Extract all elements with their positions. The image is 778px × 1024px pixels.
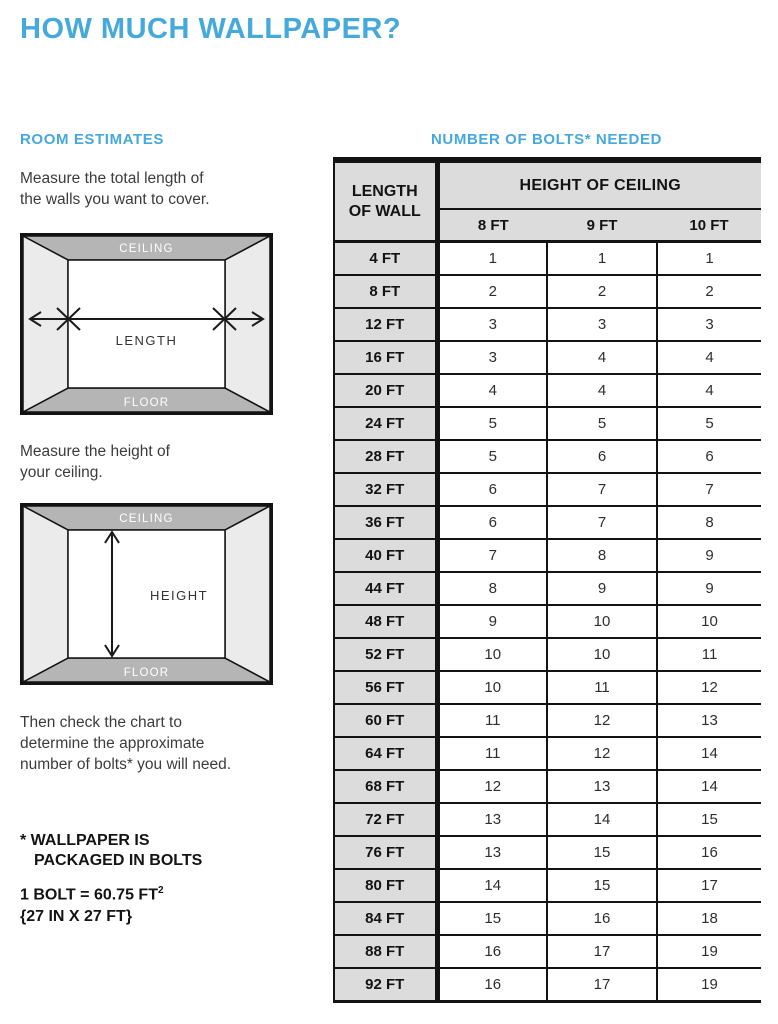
wall-length-cell: 80 FT [334, 869, 437, 902]
bolt-count-cell: 11 [547, 671, 657, 704]
header-line: LENGTH [351, 182, 418, 200]
bolt-count-cell: 3 [657, 308, 761, 341]
table-row [334, 440, 761, 473]
bolt-count-cell: 7 [657, 473, 761, 506]
table-row [334, 902, 761, 935]
bolt-count-cell: 4 [547, 374, 657, 407]
bolt-count-cell: 8 [547, 539, 657, 572]
instruction-line: your ceiling. [20, 464, 103, 481]
bolt-count-cell: 3 [437, 341, 547, 374]
measure-height-instruction [20, 441, 170, 483]
table-row [334, 308, 761, 341]
room-estimates-heading: ROOM ESTIMATES [20, 131, 164, 148]
bolt-count-cell: 12 [437, 770, 547, 803]
table-row [334, 935, 761, 968]
bolt-count-cell: 14 [657, 737, 761, 770]
table-row [334, 836, 761, 869]
bolts-needed-heading: NUMBER OF BOLTS* NEEDED [430, 131, 663, 148]
bolt-table-body [334, 242, 761, 1002]
right-wall-panel [225, 236, 270, 412]
bolt-count-cell: 15 [547, 836, 657, 869]
squared-superscript: 2 [157, 885, 164, 896]
table-row [334, 737, 761, 770]
room-height-diagram [20, 503, 273, 685]
ceiling-label: CEILING [119, 513, 174, 525]
table-row [334, 341, 761, 374]
bolt-count-cell: 14 [547, 803, 657, 836]
bolt-count-cell: 1 [437, 242, 547, 276]
table-row [334, 638, 761, 671]
wall-length-cell: 52 FT [334, 638, 437, 671]
bolt-count-cell: 7 [547, 506, 657, 539]
bolt-count-cell: 4 [547, 341, 657, 374]
bolt-dimensions: {27 IN X 27 FT} [20, 908, 133, 926]
bolt-size-info [20, 880, 164, 928]
height-of-ceiling-header: HEIGHT OF CEILING [437, 160, 761, 209]
bolt-count-cell: 16 [547, 902, 657, 935]
table-row [334, 869, 761, 902]
bolt-count-cell: 16 [437, 935, 547, 968]
instruction-line: Then check the chart to [20, 714, 182, 731]
wall-length-cell: 32 FT [334, 473, 437, 506]
bolt-count-cell: 12 [657, 671, 761, 704]
col-header-10ft: 10 FT [657, 209, 761, 242]
bolt-count-cell: 15 [437, 902, 547, 935]
table-row [334, 275, 761, 308]
instruction-line: number of bolts* you will need. [20, 756, 232, 773]
bolt-count-cell: 11 [657, 638, 761, 671]
footnote-line: PACKAGED IN BOLTS [34, 852, 203, 869]
wall-length-cell: 88 FT [334, 935, 437, 968]
bolt-count-cell: 6 [657, 440, 761, 473]
room-length-diagram [20, 233, 273, 415]
table-row [334, 803, 761, 836]
ceiling-label: CEILING [119, 243, 174, 255]
bolt-count-cell: 9 [657, 539, 761, 572]
col-header-8ft: 8 FT [437, 209, 547, 242]
bolt-count-cell: 12 [547, 704, 657, 737]
wall-length-cell: 84 FT [334, 902, 437, 935]
bolt-count-cell: 6 [437, 506, 547, 539]
bolt-count-cell: 13 [437, 836, 547, 869]
bolt-count-cell: 5 [437, 440, 547, 473]
bolt-count-cell: 18 [657, 902, 761, 935]
bolt-count-cell: 2 [437, 275, 547, 308]
bolt-count-cell: 8 [437, 572, 547, 605]
height-dimension-label: HEIGHT [150, 588, 209, 603]
bolt-count-cell: 3 [547, 308, 657, 341]
bolt-count-cell: 14 [657, 770, 761, 803]
table-row [334, 704, 761, 737]
table-row [334, 572, 761, 605]
bolt-count-cell: 1 [547, 242, 657, 276]
bolt-count-cell: 9 [657, 572, 761, 605]
bolt-count-cell: 19 [657, 968, 761, 1002]
bolt-count-cell: 5 [547, 407, 657, 440]
bolt-equation [20, 880, 164, 906]
bolt-count-cell: 13 [547, 770, 657, 803]
wall-length-cell: 76 FT [334, 836, 437, 869]
wall-length-cell: 56 FT [334, 671, 437, 704]
bolt-count-cell: 7 [437, 539, 547, 572]
floor-label: FLOOR [123, 397, 170, 409]
bolt-count-cell: 8 [657, 506, 761, 539]
wall-length-cell: 68 FT [334, 770, 437, 803]
wall-length-cell: 4 FT [334, 242, 437, 276]
table-row [334, 671, 761, 704]
table-row [334, 407, 761, 440]
length-of-wall-header [334, 160, 437, 242]
instruction-line: Measure the height of [20, 443, 170, 460]
floor-label: FLOOR [123, 667, 170, 679]
bolt-count-cell: 4 [657, 374, 761, 407]
col-header-9ft: 9 FT [547, 209, 657, 242]
wallpaper-bolts-footnote [20, 831, 202, 871]
table-row [334, 374, 761, 407]
table-row [334, 770, 761, 803]
bolt-count-cell: 6 [547, 440, 657, 473]
bolt-count-cell: 5 [657, 407, 761, 440]
wall-length-cell: 72 FT [334, 803, 437, 836]
bolt-count-cell: 12 [547, 737, 657, 770]
bolt-count-cell: 13 [657, 704, 761, 737]
bolt-count-cell: 2 [657, 275, 761, 308]
bolt-count-cell: 1 [657, 242, 761, 276]
bolt-count-cell: 11 [437, 737, 547, 770]
bolt-count-cell: 9 [547, 572, 657, 605]
table-row [334, 605, 761, 638]
bolt-count-cell: 16 [437, 968, 547, 1002]
bolt-count-cell: 13 [437, 803, 547, 836]
bolt-count-cell: 17 [657, 869, 761, 902]
wall-length-cell: 48 FT [334, 605, 437, 638]
wall-length-cell: 92 FT [334, 968, 437, 1002]
wall-length-cell: 8 FT [334, 275, 437, 308]
bolt-count-cell: 7 [547, 473, 657, 506]
bolts-needed-table [333, 157, 761, 1003]
wall-length-cell: 16 FT [334, 341, 437, 374]
bolt-count-cell: 10 [657, 605, 761, 638]
bolt-count-cell: 3 [437, 308, 547, 341]
wall-length-cell: 44 FT [334, 572, 437, 605]
bolt-count-cell: 2 [547, 275, 657, 308]
check-chart-instruction [20, 712, 231, 775]
bolt-count-cell: 10 [437, 638, 547, 671]
measure-length-instruction [20, 168, 210, 210]
wall-length-cell: 12 FT [334, 308, 437, 341]
instruction-line: Measure the total length of [20, 170, 204, 187]
back-wall-panel [68, 260, 225, 388]
instruction-line: the walls you want to cover. [20, 191, 210, 208]
bolt-equation-text: 1 BOLT = 60.75 FT [20, 886, 158, 904]
footnote-line: * WALLPAPER IS [20, 832, 150, 849]
wall-length-cell: 60 FT [334, 704, 437, 737]
bolt-count-cell: 10 [437, 671, 547, 704]
table-row [334, 242, 761, 276]
bolt-count-cell: 15 [547, 869, 657, 902]
table-header [334, 160, 761, 242]
group-header-row [334, 160, 761, 209]
bolt-count-cell: 10 [547, 638, 657, 671]
bolt-count-cell: 4 [657, 341, 761, 374]
wall-length-cell: 24 FT [334, 407, 437, 440]
right-wall-panel [225, 506, 270, 682]
wall-length-cell: 40 FT [334, 539, 437, 572]
wall-length-cell: 36 FT [334, 506, 437, 539]
wall-length-cell: 20 FT [334, 374, 437, 407]
bolt-count-cell: 15 [657, 803, 761, 836]
table-row [334, 506, 761, 539]
table-row [334, 968, 761, 1002]
bolt-count-cell: 14 [437, 869, 547, 902]
page-title: HOW MUCH WALLPAPER? [20, 13, 402, 45]
wall-length-cell: 64 FT [334, 737, 437, 770]
bolt-count-cell: 6 [437, 473, 547, 506]
bolt-count-cell: 16 [657, 836, 761, 869]
bolt-count-cell: 5 [437, 407, 547, 440]
instruction-line: determine the approximate [20, 735, 205, 752]
left-wall-panel [23, 236, 68, 412]
wall-length-cell: 28 FT [334, 440, 437, 473]
bolt-count-cell: 19 [657, 935, 761, 968]
table-row [334, 473, 761, 506]
bolt-count-cell: 11 [437, 704, 547, 737]
bolt-count-cell: 17 [547, 968, 657, 1002]
table-row [334, 539, 761, 572]
left-wall-panel [23, 506, 68, 682]
bolt-count-cell: 4 [437, 374, 547, 407]
bolt-count-cell: 9 [437, 605, 547, 638]
bolt-count-cell: 17 [547, 935, 657, 968]
header-line: OF WALL [348, 202, 421, 220]
bolt-count-cell: 10 [547, 605, 657, 638]
length-dimension-label: LENGTH [115, 333, 178, 348]
